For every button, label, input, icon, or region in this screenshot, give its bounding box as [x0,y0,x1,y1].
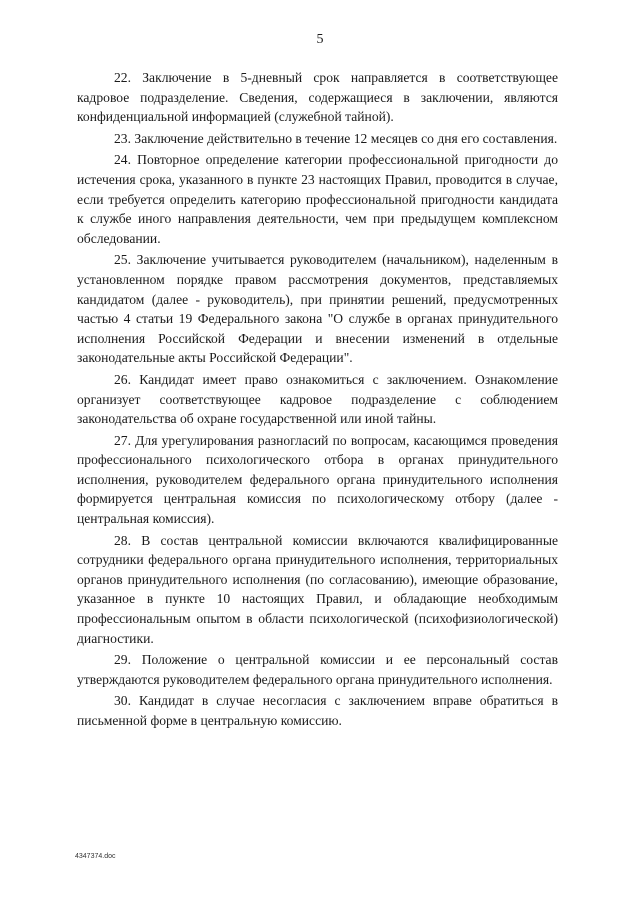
paragraph-23: 23. Заключение действительно в течение 12 месяцев со дня его составления. [114,130,558,146]
document-file-code: 4347374.doc [75,853,116,860]
paragraph-26: 26. Кандидат имеет право ознакомиться с заключением. Ознакомление организует соответствующее кадровое подразделение с соблюдением законодательства об охране государственной или иной тайны. [77,371,558,427]
paragraph-30: 30. Кандидат в случае несогласия с заключением вправе обратиться в письменной форме в центральную комиссию. [77,693,558,728]
paragraph-29: 29. Положение о центральной комиссии и ее персональный состав утверждаются руководителем федерального органа принудительного исполнения. [77,652,558,687]
paragraph-22: 22. Заключение в 5-дневный срок направляется в соответствующее кадровое подразделение. Сведения, содержащиеся в заключении, являются конфиденциальной информацией (служебной тайной). [77,70,558,125]
paragraph-27: 27. Для урегулирования разногласий по вопросам, касающимся проведения профессионального психологического отбора в органах принудительного исполнения, руководителем федерального органа принудительного исполнения формируется центральная комиссия по психологическому отбору (далее - центральная комиссия). [77,432,558,527]
paragraph-25: 25. Заключение учитывается руководителем (начальником), наделенным в установленном порядке правом рассмотрения документов, представляемых кандидатом (далее - руководитель), при принятии решений, предусмотренных частью 4 статьи 19 Федерального закона "О службе в органах принудительного исполнения Российской Федерации и внесении изменений в отдельные законодательные акты Российской Федерации". [77,252,558,366]
page-number: 5 [316,32,324,47]
document-body [77,68,558,733]
paragraph-24: 24. Повторное определение категории профессиональной пригодности до истечения срока, указанного в пункте 23 настоящих Правил, проводится в случае, если требуется определить категорию профессиональной пригодности кандидата к службе иного направления деятельности, чем при предыдущем комплексном обследовании. [77,152,558,246]
paragraph-28: 28. В состав центральной комиссии включаются квалифицированные сотрудники федерального органа принудительного исполнения, территориальных органов принудительного исполнения (по согласованию), имеющие образование, указанное в пункте 10 настоящих Правил, и обладающие необходимым профессиональным опытом в области психологической (психофизиологической) диагностики. [77,532,558,646]
